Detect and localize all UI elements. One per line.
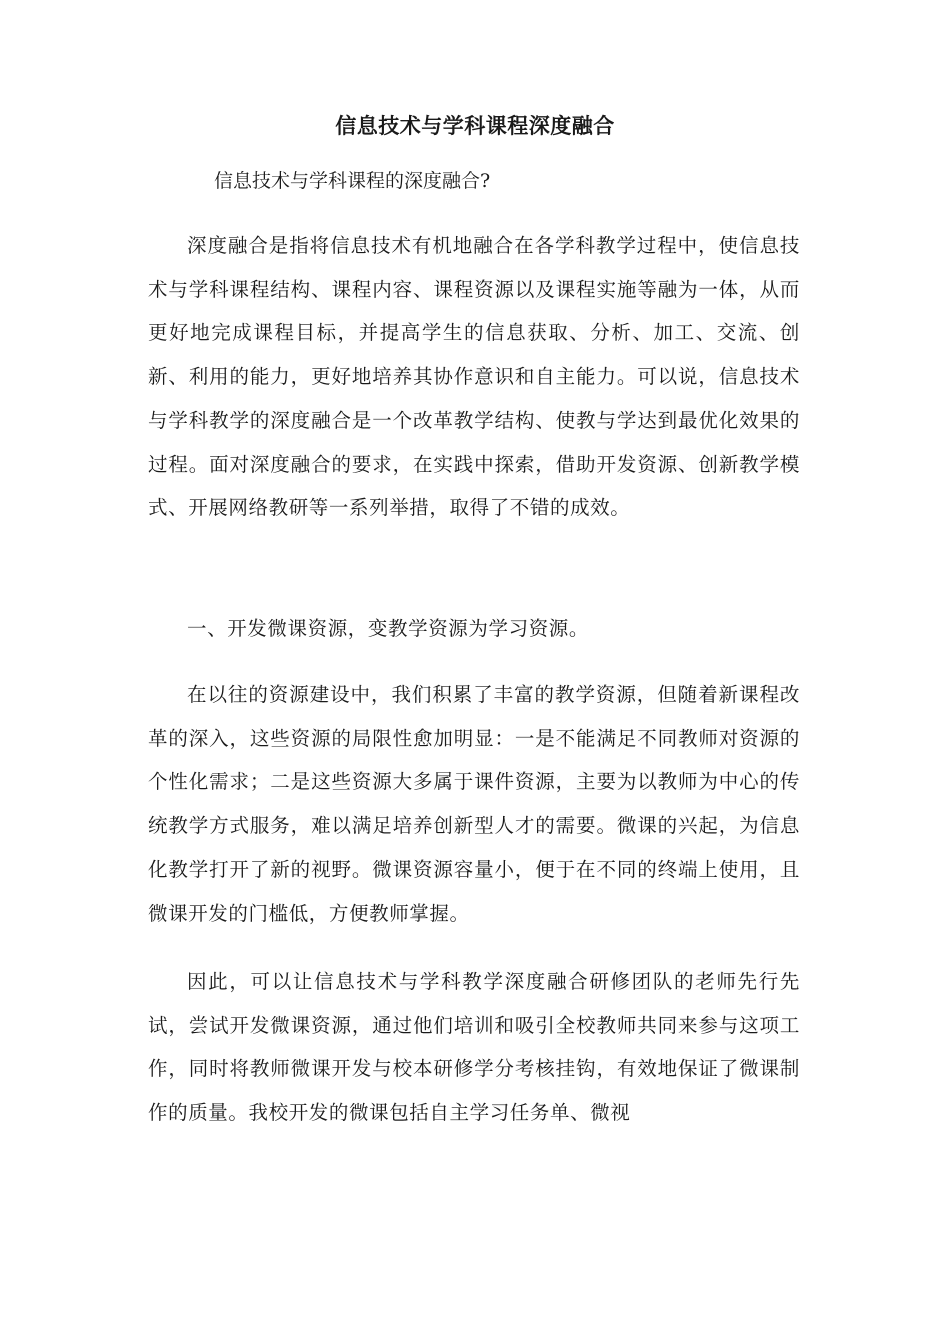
section-heading-1: 一、开发微课资源，变教学资源为学习资源。	[187, 617, 590, 640]
paragraph-resource-building: 在以往的资源建设中，我们积累了丰富的教学资源，但随着新课程改革的深入，这些资源的局限性愈加明显：一是不能满足不同教师对资源的个性化需求；二是这些资源大多属于课件资源，主要为以教师为中心的传统教学方式服务，难以满足培养创新型人才的需要。微课的兴起，为信息化教学打开了新的视野。微课资源容量小，便于在不同的终端上使用，且微课开发的门槛低，方便教师掌握。	[148, 683, 800, 925]
document-subtitle: 信息技术与学科课程的深度融合?	[214, 170, 491, 192]
document-title: 信息技术与学科课程深度融合	[335, 113, 615, 138]
paragraph-intro: 深度融合是指将信息技术有机地融合在各学科教学过程中，使信息技术与学科课程结构、课程内容、课程资源以及课程实施等融为一体，从而更好地完成课程目标，并提高学生的信息获取、分析、加工、交流、创新、利用的能力，更好地培养其协作意识和自主能力。可以说，信息技术与学科教学的深度融合是一个改革教学结构、使教与学达到最优化效果的过程。面对深度融合的要求，在实践中探索，借助开发资源、创新教学模式、开展网络教研等一系列举措，取得了不错的成效。	[148, 234, 800, 520]
paragraph-therefore: 因此，可以让信息技术与学科教学深度融合研修团队的老师先行先试，尝试开发微课资源，通过他们培训和吸引全校教师共同来参与这项工作，同时将教师微课开发与校本研修学分考核挂钩，有效地保证了微课制作的质量。我校开发的微课包括自主学习任务单、微视	[148, 970, 800, 1125]
